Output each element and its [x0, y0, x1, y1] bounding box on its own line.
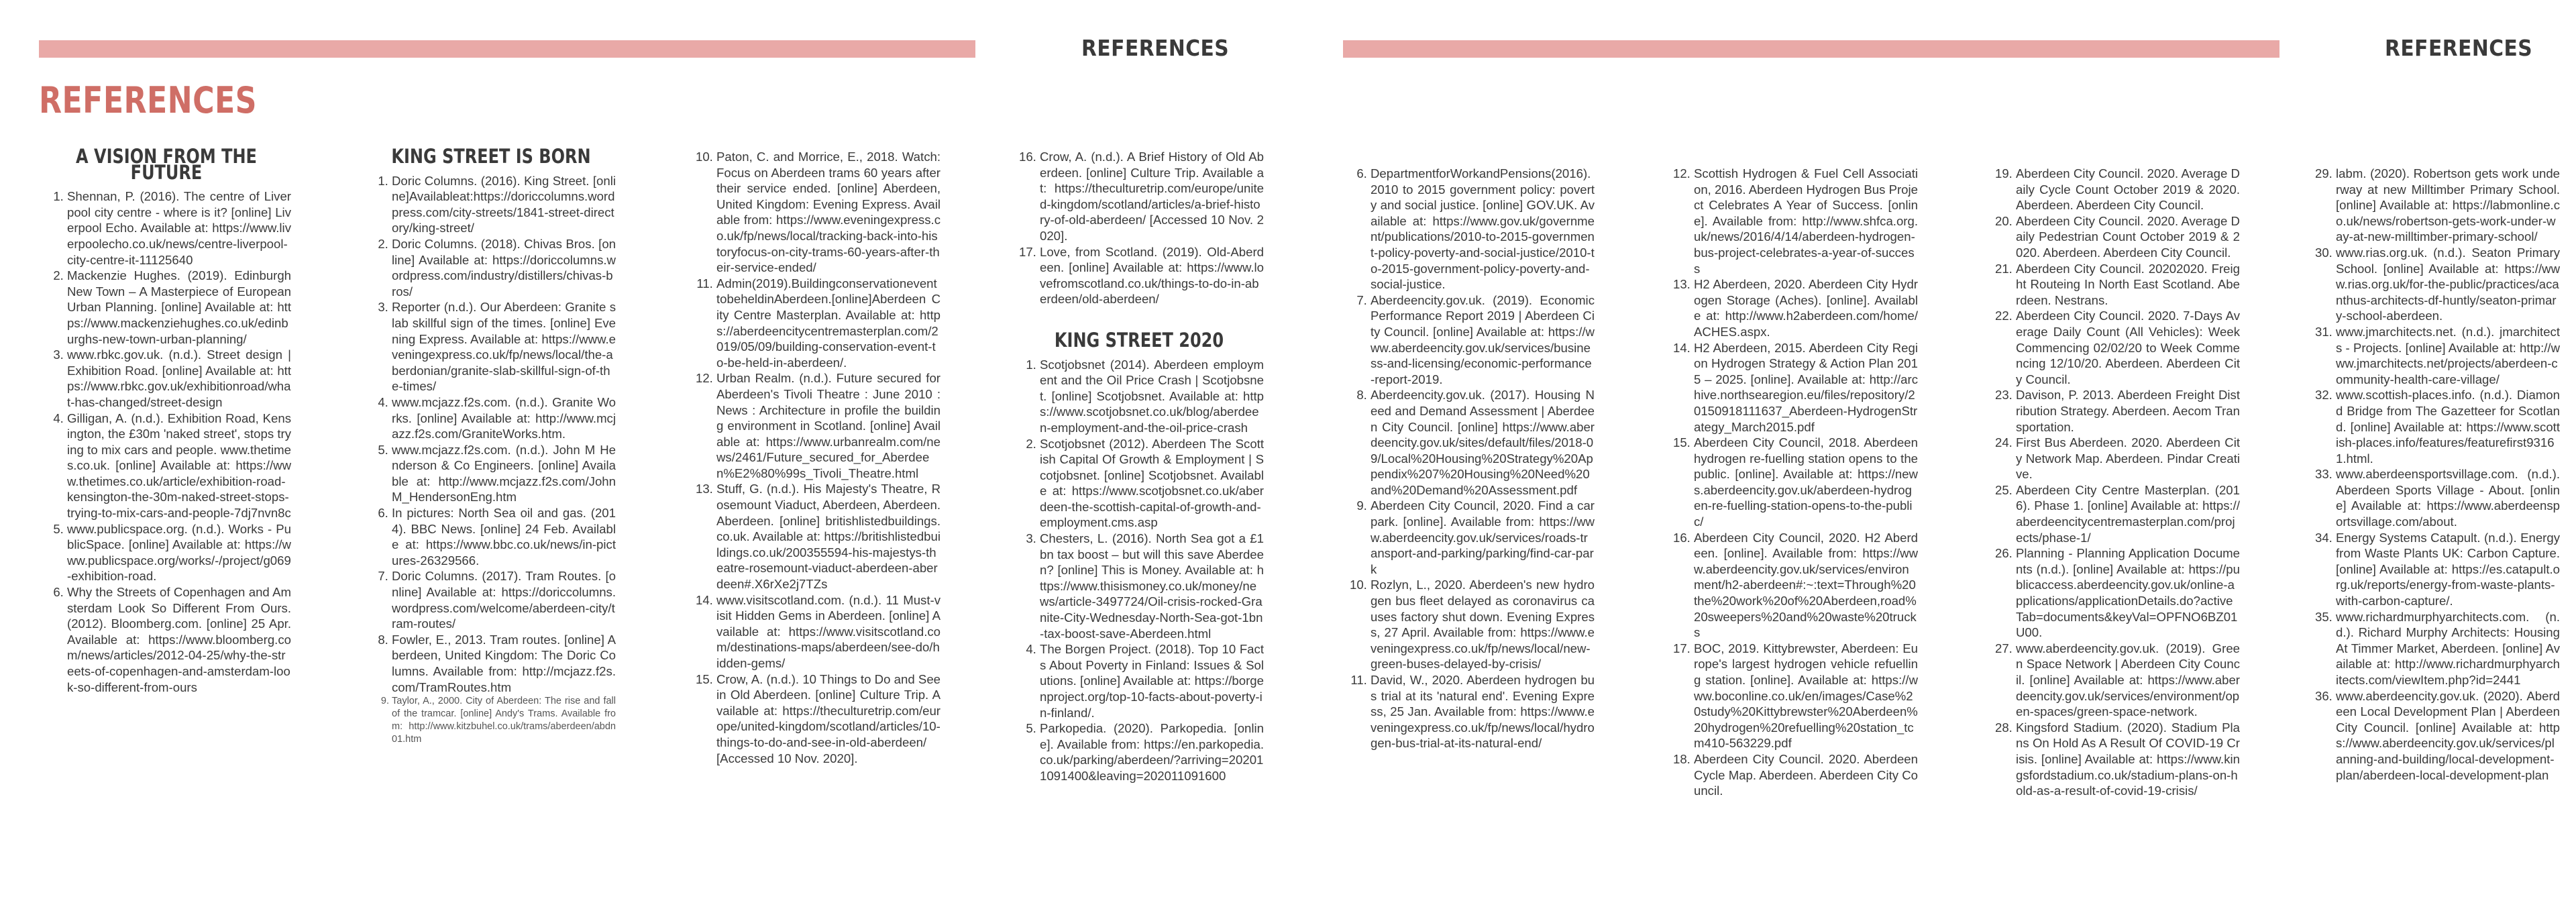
reference-item: 34. Energy Systems Catapult. (n.d.). Energy from Waste Plants UK: Carbon Capture. [online] Available at: https://es.catapult.org.uk/reports/energy-from-waste-plants-with-carbon-capture/. [2336, 530, 2560, 609]
reference-item: 9. Aberdeen City Council, 2020. Find a carpark. [online]. Available from: https://www.aberdeencity.gov.uk/services/roads-transport-and-parking/parking/find-car-park [1371, 498, 1595, 577]
accent-bar-right [1343, 40, 2279, 58]
reference-list [1990, 166, 2240, 799]
reference-item: 25. Aberdeen City Centre Masterplan. (2016). Phase 1. [online] Available at: https://aberdeencitycentremasterplan.com/projects/phase-1/ [2016, 482, 2240, 545]
reference-item: 29. labm. (2020). Robertson gets work underway at new Milltimber Primary School. [online] Available at: https://labmonline.co.uk/news/robertson-gets-work-under-way-at-new-milltimber-primary-school/ [2336, 166, 2560, 245]
reference-item: 21. Aberdeen City Council. 20202020. Freight Routeing In North East Scotland. Aberdeen. Nestrans. [2016, 261, 2240, 309]
reference-item: 15. Crow, A. (n.d.). 10 Things to Do and See in Old Aberdeen. [online] Culture Trip. Available at: https://theculturetrip.com/europe/united-kingdom/scotland/articles/10-things-to-do-and-see-in-old-aberdeen/ [Accessed 10 Nov. 2020]. [716, 672, 941, 767]
header-label-left: REFERENCES [1081, 35, 1230, 61]
reference-list [42, 189, 291, 695]
reference-item: 7. Aberdeencity.gov.uk. (2019). Economic Performance Report 2019 | Aberdeen City Council. [online] Available at: https://www.aberdeencity.gov.uk/services/business-and-licensing/economic-performance-report-2019. [1371, 292, 1595, 388]
reference-item: 18. Aberdeen City Council. 2020. Aberdeen Cycle Map. Aberdeen. Aberdeen City Council. [1694, 751, 1918, 799]
reference-item: 36. www.aberdeencity.gov.uk. (2020). Aberdeen Local Development Plan | Aberdeen City Council. [online] Available at: https://www.aberdeencity.gov.uk/services/planning-and-building/local-development-plan/aberdeen-local-development-plan [2336, 688, 2560, 784]
reference-item: 10. Paton, C. and Morrice, E., 2018. Watch: Focus on Aberdeen trams 60 years after their service ended. [online] Aberdeen, United Kingdom: Evening Express. Available from: https://www.eveningexpress.co.uk/fp/news/local/tracking-back-into-historyfocus-on-city-trams-60-years-after-their-service-ended/ [716, 149, 941, 276]
reference-list [366, 173, 616, 747]
reference-item: 2. Mackenzie Hughes. (2019). Edinburgh New Town – A Masterpiece of European Urban Planning. [online] Available at: https://www.mackenziehughes.co.uk/edinburghs-new-town-urban-planning/ [67, 268, 291, 347]
reference-item: 28. Kingsford Stadium. (2020). Stadium Plans On Hold As A Result Of COVID-19 Crisis. [online] Available at: https://www.kingsfordstadium.co.uk/stadium-plans-on-hold-as-a-result-of-covid-19-crisis/ [2016, 720, 2240, 799]
reference-item: 15. Aberdeen City Council, 2018. Aberdeen hydrogen re-fuelling station opens to the public. [online]. Available at: https://news.aberdeencity.gov.uk/aberdeen-hydrogen-re-fuelling-station-opens-to-the-public/ [1694, 435, 1918, 530]
reference-item: 8. Aberdeencity.gov.uk. (2017). Housing Need and Demand Assessment | Aberdeen City Council. [online] https://www.aberdeencity.gov.uk/sites/default/files/2018-09/Local%20Housing%20Strategy%20Appendix%207%20Housing%20Need%20and%20Demand%20Assessment.pdf [1371, 387, 1595, 498]
reference-item: 5. www.mcjazz.f2s.com. (n.d.). John M Henderson & Co Engineers. [online] Available at: http://www.mcjazz.f2s.com/JohnM_HendersonEng.htm [392, 442, 616, 505]
reference-item: 2. Doric Columns. (2018). Chivas Bros. [online] Available at: https://doriccolumns.wordpress.com/industry/distillers/chivas-bros/ [392, 236, 616, 299]
reference-item: 11. David, W., 2020. Aberdeen hydrogen bus trial at its 'natural end'. Evening Express, 25 Jan. Available from: https://www.eveningexpress.co.uk/fp/news/local/hydrogen-bus-trial-at-its-natural-end/ [1371, 672, 1595, 751]
reference-item: 31. www.jmarchitects.net. (n.d.). jmarchitects - Projects. [online] Available at: http://www.jmarchitects.net/projects/aberdeen-community-health-care-village/ [2336, 324, 2560, 387]
reference-item: 17. BOC, 2019. Kittybrewster, Aberdeen: Europe's largest hydrogen vehicle refuelling station. [online]. Available at: https://www.boconline.co.uk/en/images/Case%20study%20Kittybrewster%20Aberdeen%20hydrogen%20refuelling%20station_tcm410-563229.pdf [1694, 641, 1918, 751]
reference-item: 16. Crow, A. (n.d.). A Brief History of Old Aberdeen. [online] Culture Trip. Available at: https://theculturetrip.com/europe/united-kingdom/scotland/articles/a-brief-history-of-old-aberdeen/ [Accessed 10 Nov. 2020]. [1040, 149, 1264, 244]
accent-bar-left [39, 40, 975, 58]
reference-item: 35. www.richardmurphyarchitects.com. (n.d.). Richard Murphy Architects: Housing At Timmer Market, Aberdeen. [online] Available at: http://www.richardmurphyarchitects.com/viewItem.php?id=2441 [2336, 609, 2560, 688]
column-3 [691, 149, 941, 766]
reference-list [1014, 149, 1264, 307]
reference-item: 12. Urban Realm. (n.d.). Future secured for Aberdeen's Tivoli Theatre : June 2010 : News : Architecture in profile the building environment in Scotland. [online] Available at: https://www.urbanrealm.com/news/2461/Future_secured_for_Aberdeen%E2%80%99s_Tivoli_Theatre.html [716, 370, 941, 481]
page-title: REFERENCES [39, 79, 257, 121]
reference-item: 8. Fowler, E., 2013. Tram routes. [online] Aberdeen, United Kingdom: The Doric Columns. Available from: http://mcjazz.f2s.com/TramRoutes.htm [392, 632, 616, 695]
reference-item: 19. Aberdeen City Council. 2020. Average Daily Cycle Count October 2019 & 2020. Aberdeen. Aberdeen City Council. [2016, 166, 2240, 213]
reference-item: 26. Planning - Planning Application Documents (n.d.). [online] Available at: https://publicaccess.aberdeencity.gov.uk/online-applications/applicationDetails.do?activeTab=documents&keyVal=OPFNO6BZ01U00. [2016, 545, 2240, 641]
column-7 [1990, 166, 2240, 799]
section-heading-vision: A VISION FROM THE FUTURE [76, 145, 257, 184]
column-king-born [366, 145, 616, 746]
section-heading-king-2020: KING STREET 2020 [1054, 328, 1224, 352]
reference-item: 33. www.aberdeensportsvillage.com. (n.d.). Aberdeen Sports Village - About. [online] Available at: https://www.aberdeensportsvillage.com/about. [2336, 466, 2560, 529]
reference-item: 3. www.rbkc.gov.uk. (n.d.). Street design | Exhibition Road. [online] Available at: https://www.rbkc.gov.uk/exhibitionroad/what-has-changed/street-design [67, 347, 291, 410]
reference-item: 32. www.scottish-places.info. (n.d.). Diamond Bridge from The Gazetteer for Scotland. [online] Available at: https://www.scottish-places.info/features/featurefirst93161.html. [2336, 387, 2560, 466]
reference-item: 14. www.visitscotland.com. (n.d.). 11 Must-visit Hidden Gems in Aberdeen. [online] Available at: https://www.visitscotland.com/destinations-maps/aberdeen/see-do/hidden-gems/ [716, 592, 941, 672]
reference-item: 17. Love, from Scotland. (2019). Old-Aberdeen. [online] Available at: https://www.lovefromscotland.co.uk/things-to-do-in-aberdeen/old-aberdeen/ [1040, 244, 1264, 307]
reference-item: 10. Rozlyn, L., 2020. Aberdeen's new hydrogen bus fleet delayed as coronavirus causes factory shut down. Evening Express, 27 April. Available from: https://www.eveningexpress.co.uk/fp/news/local/new-green-buses-delayed-by-crisis/ [1371, 577, 1595, 672]
reference-item: 6. Why the Streets of Copenhagen and Amsterdam Look So Different From Ours. (2012). Bloomberg.com. [online] 25 Apr. Available at: https://www.bloomberg.com/news/articles/2012-04-25/why-the-streets-of-copenhagen-and-amsterdam-look-so-different-from-ours [67, 584, 291, 695]
column-4 [1014, 149, 1264, 784]
reference-item: 1. Doric Columns. (2016). King Street. [online]Availableat:https://doriccolumns.wordpress.com/city-streets/1841-street-directory/king-street/ [392, 173, 616, 236]
reference-item: 1. Shennan, P. (2016). The centre of Liverpool city centre - where is it? [online] Liverpool Echo. Available at: https://www.liverpoolecho.co.uk/news/centre-liverpool-city-centre-it-11125640 [67, 189, 291, 268]
reference-item: 6. In pictures: North Sea oil and gas. (2014). BBC News. [online] 24 Feb. Available at: https://www.bbc.co.uk/news/in-pictures-26329566. [392, 505, 616, 568]
reference-item: 6. DepartmentforWorkandPensions(2016). 2010 to 2015 government policy: poverty and social justice. [online] GOV.UK. Available at: https://www.gov.uk/government/publications/2010-to-2015-government-policy-poverty-and-social-justice/2010-to-2015-government-policy-poverty-and-social-justice. [1371, 166, 1595, 292]
reference-item: 23. Davison, P. 2013. Aberdeen Freight Distribution Strategy. Aberdeen. Aecom Transportation. [2016, 387, 2240, 435]
reference-item: 7. Doric Columns. (2017). Tram Routes. [online] Available at: https://doriccolumns.wordpress.com/welcome/aberdeen-city/tram-routes/ [392, 568, 616, 631]
reference-item: 30. www.rias.org.uk. (n.d.). Seaton Primary School. [online] Available at: https://www.rias.org.uk/for-the-public/practices/acanthus-architects-df-huntly/seaton-primary-school-aberdeen. [2336, 245, 2560, 324]
section-heading-king-born: KING STREET IS BORN [391, 145, 591, 168]
reference-list [1014, 357, 1264, 784]
reference-item: 1. Scotjobsnet (2014). Aberdeen employment and the Oil Price Crash | Scotjobsnet. [online] Scotjobsnet. Available at: https://www.scotjobsnet.co.uk/blog/aberdeen-employment-and-the-oil-price-crash [1040, 357, 1264, 436]
reference-item: 4. The Borgen Project. (2018). Top 10 Facts About Poverty in Finland: Issues & Solutions. [online] Available at: https://borgenproject.org/top-10-facts-about-poverty-in-finland/. [1040, 641, 1264, 720]
reference-list [691, 149, 941, 766]
reference-item: 4. Gilligan, A. (n.d.). Exhibition Road, Kensington, the £30m 'naked street', stops trying to mix cars and people. www.thetimes.co.uk. [online] Available at: https://www.thetimes.co.uk/article/exhibition-road-kensington-the-30m-naked-street-stops-trying-to-mix-cars-and-people-7dj7nvn8c [67, 411, 291, 521]
reference-item: 12. Scottish Hydrogen & Fuel Cell Association, 2016. Aberdeen Hydrogen Bus Project Celebrates A Year of Success. [online]. Available from: http://www.shfca.org.uk/news/2016/4/14/aberdeen-hydrogen-bus-project-celebrates-a-year-of-success [1694, 166, 1918, 276]
column-6 [1668, 166, 1918, 799]
column-vision [42, 145, 291, 695]
reference-item: 4. www.mcjazz.f2s.com. (n.d.). Granite Works. [online] Available at: http://www.mcjazz.f2s.com/GraniteWorks.htm. [392, 394, 616, 442]
reference-item: 9. Taylor, A., 2000. City of Aberdeen: The rise and fall of the tramcar. [online] Andy's Trams. Available from: http://www.kitzbuhel.co.uk/trams/aberdeen/abdn01.htm [392, 695, 616, 746]
header-label-right: REFERENCES [2385, 35, 2533, 61]
column-5 [1345, 166, 1595, 751]
reference-list [1345, 166, 1595, 751]
reference-item: 2. Scotjobsnet (2012). Aberdeen The Scottish Capital Of Growth & Employment | Scotjobsnet. [online] Scotjobsnet. Available at: https://www.scotjobsnet.co.uk/aberdeen-the-scottish-capital-of-growth-and-employment.cms.asp [1040, 436, 1264, 531]
column-8 [2310, 166, 2560, 783]
reference-item: 22. Aberdeen City Council. 2020. 7-Days Average Daily Count (All Vehicles): Week Commencing 02/02/20 to Week Commencing 12/10/20. Aberdeen. Aberdeen City Council. [2016, 308, 2240, 387]
reference-item: 3. Reporter (n.d.). Our Aberdeen: Granite slab skillful sign of the times. [online] Evening Express. Available at: https://www.eveningexpress.co.uk/fp/news/local/the-aberdonian/granite-slab-skillful-sign-of-the-times/ [392, 299, 616, 394]
reference-item: 16. Aberdeen City Council, 2020. H2 Aberdeen. [online]. Available from: https://www.aberdeencity.gov.uk/services/environment/h2-aberdeen#:~:text=Through%20the%20work%20of%20Aberdeen,road%20sweepers%20and%20waste%20trucks [1694, 530, 1918, 641]
reference-item: 13. Stuff, G. (n.d.). His Majesty's Theatre, Rosemount Viaduct, Aberdeen, Aberdeen. Aberdeen. [online] britishlistedbuildings.co.uk. Available at: https://britishlistedbuildings.co.uk/200355594-his-majestys-theatre-rosemount-viaduct-aberdeen-aberdeen#.X6rXe2j7TZs [716, 481, 941, 592]
reference-item: 27. www.aberdeencity.gov.uk. (2019). Green Space Network | Aberdeen City Council. [online] Available at: https://www.aberdeencity.gov.uk/services/environment/open-spaces/green-space-network. [2016, 641, 2240, 720]
reference-item: 5. Parkopedia. (2020). Parkopedia. [online]. Available from: https://en.parkopedia.co.uk/parking/aberdeen/?arriving=202011091400&leaving=202011091600 [1040, 720, 1264, 784]
reference-item: 24. First Bus Aberdeen. 2020. Aberdeen City Network Map. Aberdeen. Pindar Creative. [2016, 435, 2240, 482]
reference-item: 13. H2 Aberdeen, 2020. Aberdeen City Hydrogen Storage (Aches). [online]. Available at: http://www.h2aberdeen.com/home/ACHES.aspx. [1694, 276, 1918, 339]
reference-item: 20. Aberdeen City Council. 2020. Average Daily Pedestrian Count October 2019 & 2020. Aberdeen. Aberdeen City Council. [2016, 213, 2240, 261]
reference-item: 3. Chesters, L. (2016). North Sea got a £1bn tax boost – but will this save Aberdeen? [online] This is Money. Available at: https://www.thisismoney.co.uk/money/news/article-3497724/Oil-crisis-rocked-Granite-City-Wednesday-North-Sea-got-1bn-tax-boost-save-Aberdeen.html [1040, 531, 1264, 641]
reference-list [2310, 166, 2560, 783]
reference-item: 11. Admin(2019).Buildingconservationevent tobeheldinAberdeen.[online]Aberdeen City Centre Masterplan. Available at: https://aberdeencitycentremasterplan.com/2019/05/09/building-conservation-event-to-be-held-in-aberdeen/. [716, 276, 941, 371]
reference-item: 14. H2 Aberdeen, 2015. Aberdeen City Region Hydrogen Strategy & Action Plan 2015 – 2025. [online]. Available at: http://archive.northsearegion.eu/files/repository/20150918111637_Aberdeen-HydrogenStrategy_March2015.pdf [1694, 340, 1918, 435]
reference-item: 5. www.publicspace.org. (n.d.). Works - PublicSpace. [online] Available at: https://www.publicspace.org/works/-/project/g069-exhibition-road. [67, 521, 291, 584]
reference-list [1668, 166, 1918, 799]
